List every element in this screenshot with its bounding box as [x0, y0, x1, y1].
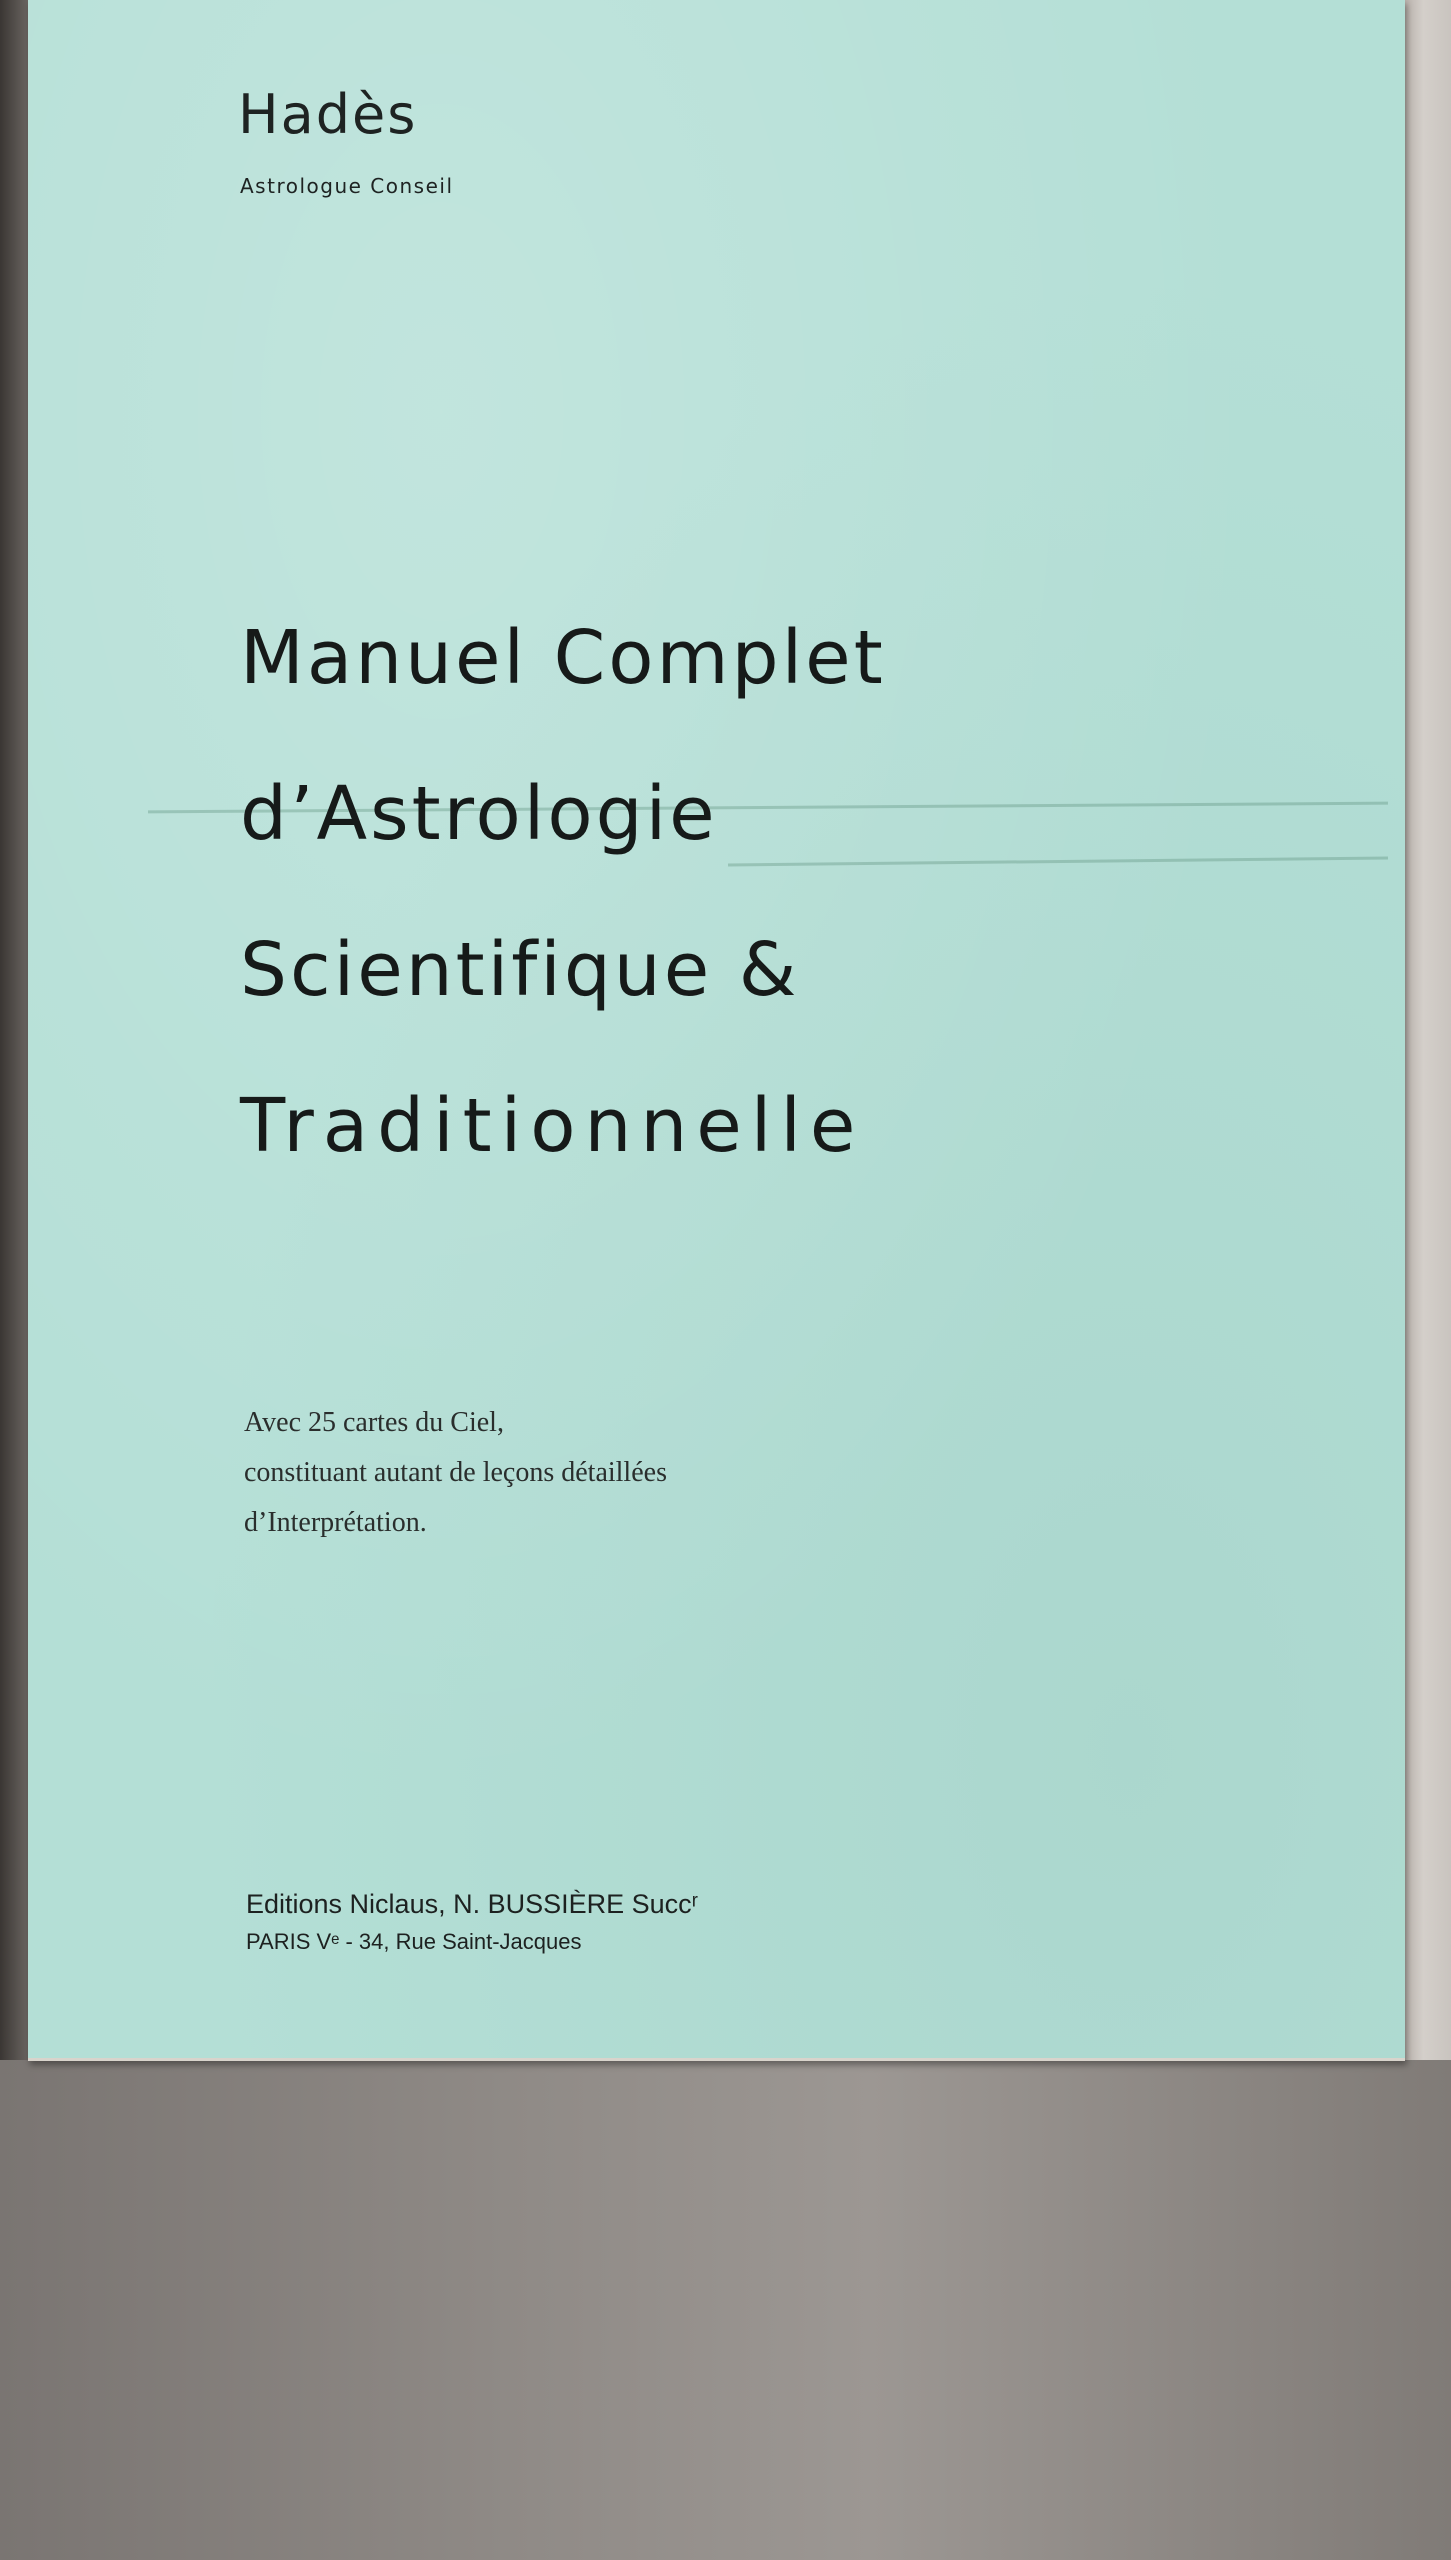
subtitle-line: Avec 25 cartes du Ciel, — [244, 1407, 504, 1438]
title-line: Manuel Complet — [240, 615, 886, 701]
scan-left-edge — [0, 0, 30, 2060]
publisher-imprint — [246, 1884, 698, 1960]
publisher-address: PARIS Vᵉ - 34, Rue Saint-Jacques — [246, 1929, 582, 1954]
book-subtitle — [244, 1398, 667, 1548]
subtitle-line: constituant autant de leçons détaillées — [244, 1457, 667, 1488]
author-name: Hadès — [238, 83, 418, 146]
title-line: Scientifique & — [240, 927, 800, 1013]
scan-right-edge — [1405, 0, 1451, 2060]
author-role: Astrologue Conseil — [240, 174, 454, 198]
publisher-name: Editions Niclaus, N. BUSSIÈRE Succʳ — [246, 1889, 699, 1919]
book-cover — [28, 0, 1405, 2061]
title-line: Traditionnelle — [240, 1083, 865, 1169]
book-title — [240, 580, 886, 1204]
subtitle-line: d’Interprétation. — [244, 1507, 427, 1538]
title-line: d’Astrologie — [240, 771, 718, 857]
